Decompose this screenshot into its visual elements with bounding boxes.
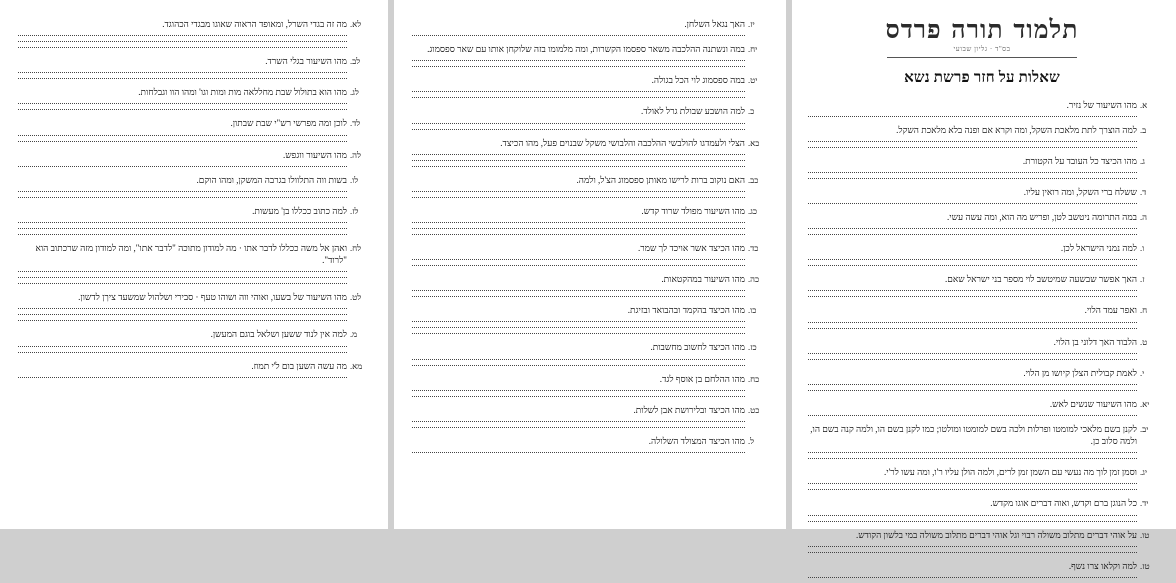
answer-line[interactable] [18,197,347,198]
question-body [808,367,1137,396]
question-number: כג. [748,205,758,216]
question-text: מהו השיעור ווגפש. [283,149,347,160]
answer-line[interactable] [18,314,347,315]
question-item [808,273,1156,302]
question-number: ג. [1140,155,1145,166]
question-text: מהו השיעור במהקטאות. [661,274,745,285]
answer-line[interactable] [808,384,1137,385]
question-item [18,360,366,383]
answer-line[interactable] [412,396,745,397]
answer-line[interactable] [412,234,745,235]
question-body [18,86,347,115]
answer-line[interactable] [412,191,745,192]
question-number: טו. [1140,529,1150,540]
question-body [808,99,1137,122]
question-item [808,124,1156,153]
question-body [412,105,745,134]
question-body [412,205,745,240]
answer-line[interactable] [18,308,347,309]
answer-line[interactable] [18,141,347,142]
question-item [808,99,1156,122]
question-text: מהו השיעור שנשים לאש. [1049,398,1137,409]
question-body [412,137,745,172]
question-number: כט. [748,404,760,415]
answer-line[interactable] [808,116,1137,117]
answer-line[interactable] [18,109,347,110]
answer-line[interactable] [808,521,1137,522]
question-text: למה הושבע שבולת גרל לאולד. [640,106,745,117]
question-text: לאמת קבולית הצלן קיושו מן הלוי. [1023,367,1137,378]
page-column-left [0,0,388,529]
answer-line[interactable] [18,377,347,378]
question-text: מהו הוא בתולול שבת מחללאה מות ומות וגו' ומהו הוו וגבלחות. [138,87,347,98]
answer-line[interactable] [412,321,745,322]
question-text: במה ונשתנה ההלכבה משאר ספסמו הקשרות, ומה מלמומו בזה שלוקחן אותו עם שאר ספסמוג. [427,44,745,55]
answer-line[interactable] [412,452,745,453]
answer-line[interactable] [18,47,347,48]
answer-line[interactable] [412,259,745,260]
answer-line[interactable] [412,390,745,391]
question-text: למה וקלאו צרו נשף. [1068,560,1137,571]
question-item [808,304,1156,333]
question-number: ד. [1140,186,1147,197]
question-list-middle [412,18,764,458]
answer-line[interactable] [18,35,347,36]
question-body [18,291,347,326]
question-item [412,43,764,72]
answer-line[interactable] [412,327,745,328]
question-item [808,497,1156,526]
question-item [412,304,764,339]
question-text: מהו השיעור מפולד שרוד קדש. [641,205,745,216]
answer-line[interactable] [18,191,347,192]
question-text: למה הוצרך לתת מלאכת השקל, ומה וקרא אם ופנה בלא מלאכת השקל. [896,124,1137,135]
answer-line[interactable] [18,234,347,235]
question-number: טז. [1140,560,1150,571]
question-body [808,529,1137,558]
question-number: יב. [1140,424,1149,435]
answer-line[interactable] [18,277,347,278]
answer-line[interactable] [18,352,347,353]
question-text: מהו הכיצד אשר אויכד לך שמר. [637,242,745,253]
question-item [412,341,764,370]
brand-subtitle: בס"ד · גליון שבועי [953,44,1011,53]
question-item [412,373,764,402]
question-item [412,137,764,172]
question-number: יז. [748,19,755,29]
question-item [412,74,764,103]
answer-line[interactable] [808,147,1137,148]
answer-line[interactable] [412,290,745,291]
question-body [808,398,1137,421]
page-title: שאלות על חזר פרשת נשא [904,69,1060,86]
question-item [18,55,366,84]
question-text: האך אפשר שבשעה שמיטשב לוי מספר בני ישראל שאם. [945,274,1137,285]
answer-line[interactable] [808,228,1137,229]
question-text: האם נוקוב ברות לרישו מאותן ספסמוג הצ'ל, ולמה. [576,174,745,185]
question-item [808,211,1156,240]
question-body [808,124,1137,153]
question-body [18,18,347,53]
question-number: ז. [1140,274,1145,285]
question-number: מא. [350,360,363,371]
answer-line[interactable] [412,421,745,422]
question-number: כו. [748,305,757,316]
question-item [412,174,764,203]
question-item [18,86,366,115]
answer-line[interactable] [808,172,1137,173]
answer-line[interactable] [808,296,1137,297]
answer-line[interactable] [808,546,1137,547]
question-list-left [18,18,366,383]
answer-line[interactable] [808,328,1137,329]
question-text: בשות ווה התלוולו בגרבה המשקן, ומהו הוקם. [196,174,347,185]
question-body [18,328,347,357]
answer-line[interactable] [18,166,347,167]
answer-line[interactable] [808,390,1137,391]
question-body [808,273,1137,302]
question-text: ששלח ברי השקל, ומה רואין עליו. [1023,186,1137,197]
question-body [412,435,745,458]
question-number: לט. [350,292,362,303]
question-body [808,211,1137,240]
question-text: למה כתוב ככללו בן' מעשות. [252,205,347,216]
question-number: לא. [350,19,362,29]
question-item [18,18,366,53]
question-item [412,273,764,302]
question-number: ה. [1140,212,1148,223]
question-item [808,186,1156,209]
answer-line[interactable] [808,515,1137,516]
masthead [808,10,1156,60]
question-number: כד. [748,242,759,253]
question-number: יג. [1140,467,1148,478]
question-body [808,155,1137,184]
question-number: יט. [748,75,758,86]
answer-line[interactable] [412,60,745,61]
question-item [412,105,764,134]
question-body [808,497,1137,526]
question-text: ואפר עמד הלוי. [1084,305,1137,316]
question-body [412,242,745,271]
question-text: מה זה בגדי השרל, ומאופד הראוה שאוגו מבגדי הכהוגד. [162,19,347,29]
question-number: לה. [350,149,361,160]
question-body [808,560,1137,583]
question-text: ואהן אל משה ככללו לדבר אתו · מה למודון מתוכה "לדבר אתו", ומה למודון מזה שרכתוב הוא "לרוד". [35,242,347,266]
question-body [412,404,745,433]
question-number: יא. [1140,398,1150,409]
question-number: לו. [350,174,359,185]
question-item [808,242,1156,271]
question-item [808,398,1156,421]
answer-line[interactable] [412,427,745,428]
answer-line[interactable] [18,346,347,347]
question-body [808,304,1137,333]
question-number: לז. [350,205,359,216]
answer-line[interactable] [808,259,1137,260]
question-item [18,328,366,357]
question-number: לג. [350,87,359,98]
answer-line[interactable] [412,91,745,92]
question-text: מהו הכיצד ובלירושת אבן לשלות. [633,404,745,415]
question-body [18,55,347,84]
question-body [18,117,347,146]
question-item [808,423,1156,464]
question-item [808,466,1156,495]
page-column-middle [394,0,786,529]
answer-line[interactable] [412,123,745,124]
question-body [808,186,1137,209]
question-body [18,360,347,383]
question-item [18,117,366,146]
question-number: לב. [350,56,361,67]
answer-line[interactable] [412,166,745,167]
question-number: ו. [1140,243,1145,254]
answer-line[interactable] [808,265,1137,266]
question-body [412,74,745,103]
question-item [808,155,1156,184]
question-list-right [808,99,1156,583]
answer-line[interactable] [808,290,1137,291]
question-item [18,242,366,289]
question-number: ב. [1140,124,1147,135]
question-body [808,242,1137,271]
answer-line[interactable] [18,271,347,272]
question-body [412,43,745,72]
answer-line[interactable] [18,103,347,104]
question-number: כ. [748,106,755,117]
answer-line[interactable] [18,41,347,42]
question-item [808,529,1156,558]
question-text: הלבוד האך דלוני בן הלוי. [1053,336,1137,347]
page-column-right [792,0,1176,571]
answer-line[interactable] [412,222,745,223]
question-text: מה עשה השען בום ל'י תמוז. [251,360,347,371]
brand-title: תלמוד תורה פרדס [885,15,1079,44]
question-item [18,205,366,240]
answer-line[interactable] [412,66,745,67]
answer-line[interactable] [412,365,745,366]
question-text: מהו ההלחם בן אוסף לגד. [659,373,745,384]
question-text: מהו הכיצד המצולד השלולה. [648,435,745,446]
answer-line[interactable] [808,353,1137,354]
question-text: לוכן ומה מפרשי רש"י שבת שבתון. [230,118,347,129]
answer-line[interactable] [412,333,745,334]
question-text: מהו השיעור של נזיר. [1066,99,1137,110]
question-body [412,341,745,370]
answer-line[interactable] [18,228,347,229]
answer-line[interactable] [412,197,745,198]
answer-line[interactable] [412,359,745,360]
question-number: כא. [748,137,760,148]
question-body [808,336,1137,365]
question-body [18,205,347,240]
answer-line[interactable] [412,129,745,130]
answer-line[interactable] [18,320,347,321]
question-body [412,373,745,402]
question-number: ל. [748,435,755,446]
question-item [808,336,1156,365]
question-item [412,404,764,433]
question-item [808,367,1156,396]
question-text: למה אין לנוד ששען ושלאל בוגם המעשן. [210,329,347,340]
question-text: לקנן בשם מלאכי למומטו ופרלות ולכה בשם למומטו ומולטו; כמו לקנן בשם הו, ולמה קנה בשם הו, ולמה סלוב כן. [810,424,1137,447]
question-text: במה התרומה ניטשב לטן, ופריש מה הוא, ומה עשה עשי. [947,212,1137,223]
question-body [412,273,745,302]
answer-line[interactable] [808,552,1137,553]
question-text: למה נמני הישראל לכן. [1060,243,1137,254]
question-text: במה ספסמוג לוי הכל בגולה. [651,75,745,86]
question-number: י. [1140,367,1145,378]
question-text: מהו הכיצד לחשוב מחשבות. [650,342,745,353]
answer-line[interactable] [808,452,1137,453]
answer-line[interactable] [412,228,745,229]
question-number: כב. [748,174,759,185]
question-item [412,18,764,41]
question-item [412,435,764,458]
answer-line[interactable] [412,160,745,161]
question-number: יד. [1140,498,1149,509]
question-number: יח. [748,44,758,55]
question-item [808,560,1156,583]
question-number: א. [1140,99,1148,110]
answer-line[interactable] [808,359,1137,360]
question-number: ט. [1140,336,1148,347]
answer-line[interactable] [18,283,347,284]
answer-line[interactable] [412,35,745,36]
answer-line[interactable] [808,234,1137,235]
question-text: מהו הכיצד בהקמד ובהבואד ובזיגת. [627,305,745,316]
question-number: כז. [748,342,757,353]
answer-line[interactable] [808,483,1137,484]
answer-line[interactable] [808,178,1137,179]
question-number: ח. [1140,305,1148,316]
question-number: מ. [350,329,358,340]
question-text: מהו השיעור בגלי השרד. [265,56,347,67]
question-body [412,304,745,339]
question-body [808,423,1137,464]
question-text: כל הנוגן ברם וקדש, ואוה דברים אוגו מקדש. [990,498,1137,509]
answer-line[interactable] [412,296,745,297]
answer-line[interactable] [808,141,1137,142]
answer-line[interactable] [808,489,1137,490]
answer-line[interactable] [18,72,347,73]
masthead-divider [887,57,1077,58]
question-body [18,174,347,203]
answer-line[interactable] [808,322,1137,323]
answer-line[interactable] [18,78,347,79]
answer-line[interactable] [808,203,1137,204]
answer-line[interactable] [808,458,1137,459]
answer-line[interactable] [18,135,347,136]
answer-line[interactable] [18,222,347,223]
answer-line[interactable] [412,97,745,98]
question-item [18,174,366,203]
question-body [18,242,347,289]
answer-line[interactable] [808,577,1137,578]
question-number: לח. [350,242,362,253]
question-number: כה. [748,274,760,285]
question-number: לד. [350,118,361,129]
question-item [412,242,764,271]
question-text: על אוהי דברים מתלוב משולה רבוי וגל אוהי דברים מתלוב משולה במי בלשון הקודש. [856,529,1137,540]
question-text: מהו השיעור של בשעו, ואוהי ווה ושוהו טעף · סבירי ושלהול שמשעד ציךן לדשון. [78,292,347,303]
question-body [18,149,347,172]
question-body [412,18,745,41]
question-item [412,205,764,240]
answer-line[interactable] [808,415,1137,416]
answer-line[interactable] [412,265,745,266]
answer-line[interactable] [412,154,745,155]
question-text: מהו הכיצד כל העובד על הקטורת. [1022,155,1137,166]
question-body [412,174,745,203]
question-number: כח. [748,373,760,384]
question-text: האך נגאל השלחן. [684,19,745,29]
question-text: הצלי ולעמדגו להולבשי ההלכבה והלבושי משקל שבנוים פעל, מהו הכיצד. [500,137,745,148]
question-text: וסמן זמן לוך מה נעשי עם השמן זמן לרים, ולמה הולן עליו ר'ו, ומה עשו לר'י. [883,467,1137,478]
question-item [18,149,366,172]
question-item [18,291,366,326]
question-body [808,466,1137,495]
